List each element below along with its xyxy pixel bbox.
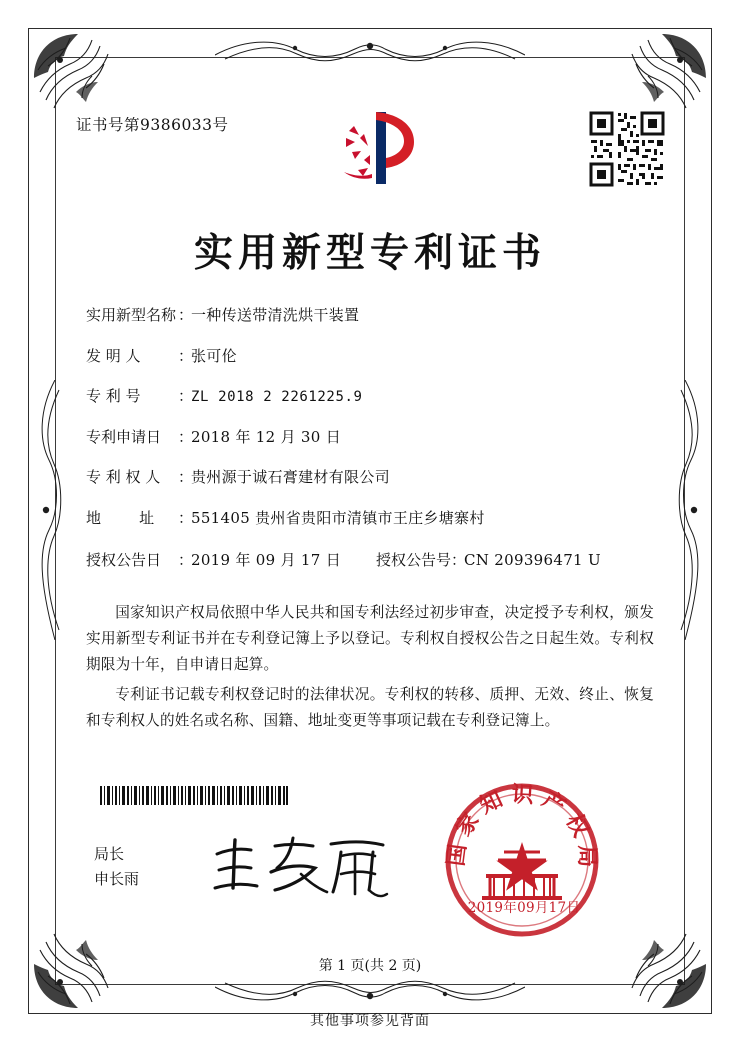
field-row-inventor (86, 347, 666, 367)
edge-ornament-icon (215, 979, 525, 1009)
field-value: 551405 贵州省贵阳市清镇市王庄乡塘寨村 (191, 508, 485, 527)
handwritten-signature-icon (205, 832, 395, 902)
paragraph-2: 专利证书记载专利权登记时的法律状况。专利权的转移、质押、无效、终止、恢复和专利权人的姓名或名称、国籍、地址变更等事项记载在专利登记簿上。 (86, 686, 654, 729)
field-row-patent-number (86, 387, 666, 407)
field-colon: ： (178, 468, 194, 486)
field-value: ZL 2018 2 2261225.9 (191, 389, 363, 405)
field-label: 地 址 (86, 508, 155, 527)
grant-date-group (86, 549, 376, 570)
field-value: 一种传送带清洗烘干装置 (191, 306, 360, 324)
field-value: 2018 年 12 月 30 日 (191, 427, 341, 446)
certificate-number: 证书号第9386033号 (76, 116, 229, 134)
field-colon: ： (451, 551, 467, 569)
field-value: 张可伦 (191, 346, 237, 365)
field-label: 专 利 权 人 (86, 468, 161, 486)
field-label: 专利申请日 (86, 427, 162, 446)
edge-ornament-icon (215, 33, 525, 63)
field-label: 发 明 人 (86, 346, 141, 365)
svg-text:国家知识产权局: 国家知识产权局 (442, 781, 601, 875)
signature-title: 局长 (94, 845, 125, 863)
field-row-invention-name (86, 306, 666, 326)
field-colon: ： (178, 508, 194, 527)
field-row-application-date (86, 428, 666, 448)
field-colon: ： (178, 551, 194, 569)
field-colon: ： (178, 306, 194, 324)
barcode-icon (100, 786, 288, 805)
field-value: 2019 年 09 月 17 日 (191, 551, 341, 569)
page-title: 实用新型专利证书 (193, 230, 546, 276)
footer-note: 其他事项参见背面 (310, 1013, 430, 1029)
field-label: 专 利 号 (86, 387, 141, 405)
field-label: 授权公告日 (86, 551, 162, 569)
signature-block (94, 842, 139, 892)
field-label: 授权公告号 (376, 551, 452, 569)
field-row-patentee (86, 468, 666, 488)
qr-code-icon (588, 110, 666, 188)
edge-ornament-icon (33, 380, 63, 640)
field-value: 贵州源于诚石膏建材有限公司 (191, 468, 390, 486)
seal-date: 2019年09月17日 (467, 900, 581, 916)
signature-name: 申长雨 (94, 870, 140, 888)
cnipa-logo-icon (318, 108, 422, 188)
field-colon: ： (178, 427, 194, 446)
edge-ornament-icon (677, 380, 707, 640)
grant-number-group (376, 549, 601, 570)
field-row-grant (86, 549, 666, 570)
official-seal-icon (438, 776, 606, 944)
field-value: CN 209396471 U (464, 551, 601, 569)
field-colon: ： (178, 346, 194, 365)
paragraph-1: 国家知识产权局依照中华人民共和国专利法经过初步审查，决定授予专利权，颁发实用新型专利证书并在专利登记簿上予以登记。专利权自授权公告之日起生效。专利权期限为十年，自申请日起算。 (86, 604, 654, 673)
field-colon: ： (178, 387, 194, 405)
field-row-address (86, 509, 666, 529)
body-text (86, 600, 654, 738)
field-label: 实用新型名称 (86, 306, 177, 324)
page-indicator: 第 1 页(共 2 页) (318, 958, 422, 974)
fields-block (86, 306, 666, 582)
